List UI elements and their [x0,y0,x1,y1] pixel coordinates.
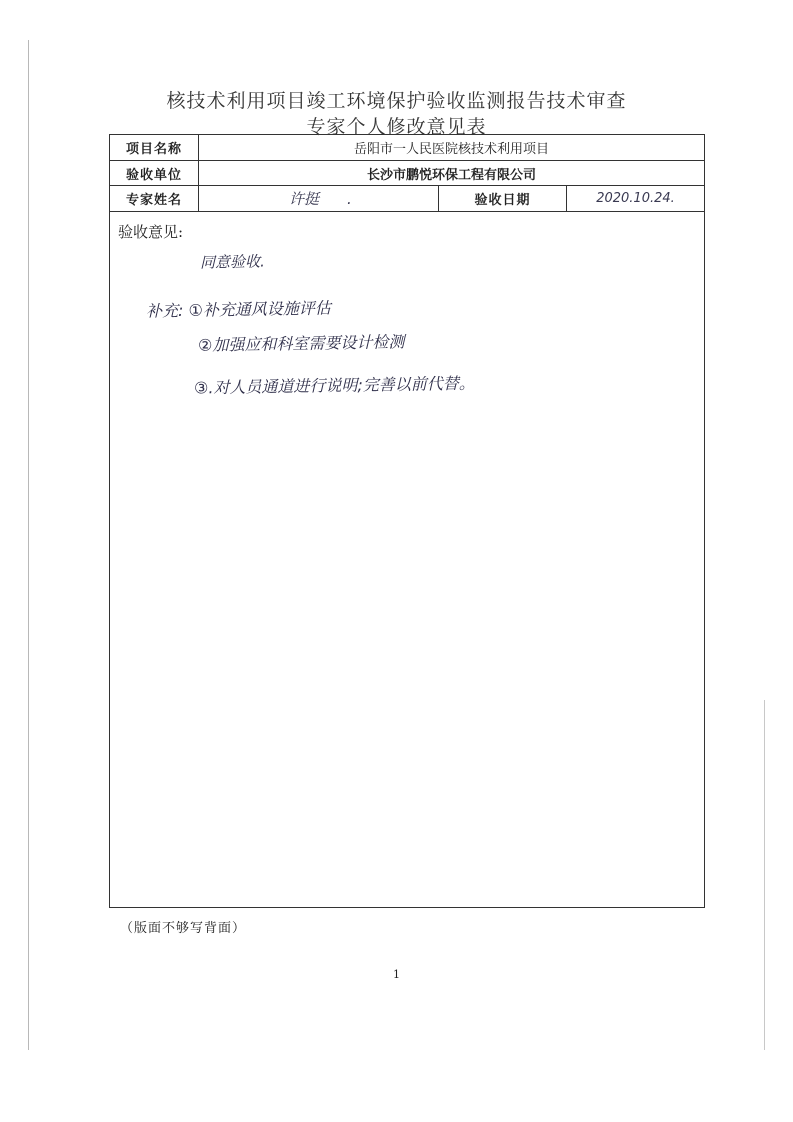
footer-note: （版面不够写背面） [120,921,247,936]
handwritten-item-1: 补充: ①补充通风设施评估 [145,298,331,321]
handwritten-item-2: ②加强应和科室需要设计检测 [197,332,405,355]
review-form-table [109,134,705,908]
handwritten-conclusion: 同意验收. [199,252,265,272]
acceptance-unit-row [110,161,704,186]
document-title-line1: 核技术利用项目竣工环境保护验收监测报告技术审查 [166,90,627,112]
project-name-label: 项目名称 [125,142,182,157]
project-name-value: 岳阳市一人民医院核技术利用项目 [198,135,704,160]
expert-name-mark: . [347,189,352,208]
document-title-line2: 专家个人修改意见表 [306,116,487,138]
acceptance-unit-label: 验收单位 [125,167,182,183]
scan-edge-left [28,40,29,1050]
project-name-row [110,135,704,161]
expert-date-row [110,186,704,212]
expert-name-label: 专家姓名 [125,193,182,208]
acceptance-opinion-label: 验收意见: [118,223,184,241]
expert-name-signature: 许挺 [289,190,320,208]
acceptance-date-value: 2020.10.24. [566,186,704,211]
acceptance-date-label: 验收日期 [438,186,566,211]
handwritten-item-3: ③.对人员通道进行说明;完善以前代替。 [193,373,475,398]
scan-edge-right [764,700,765,1050]
page-number: 1 [393,968,400,981]
expert-name-value [198,186,438,211]
acceptance-unit-value: 长沙市鹏悦环保工程有限公司 [198,161,704,185]
